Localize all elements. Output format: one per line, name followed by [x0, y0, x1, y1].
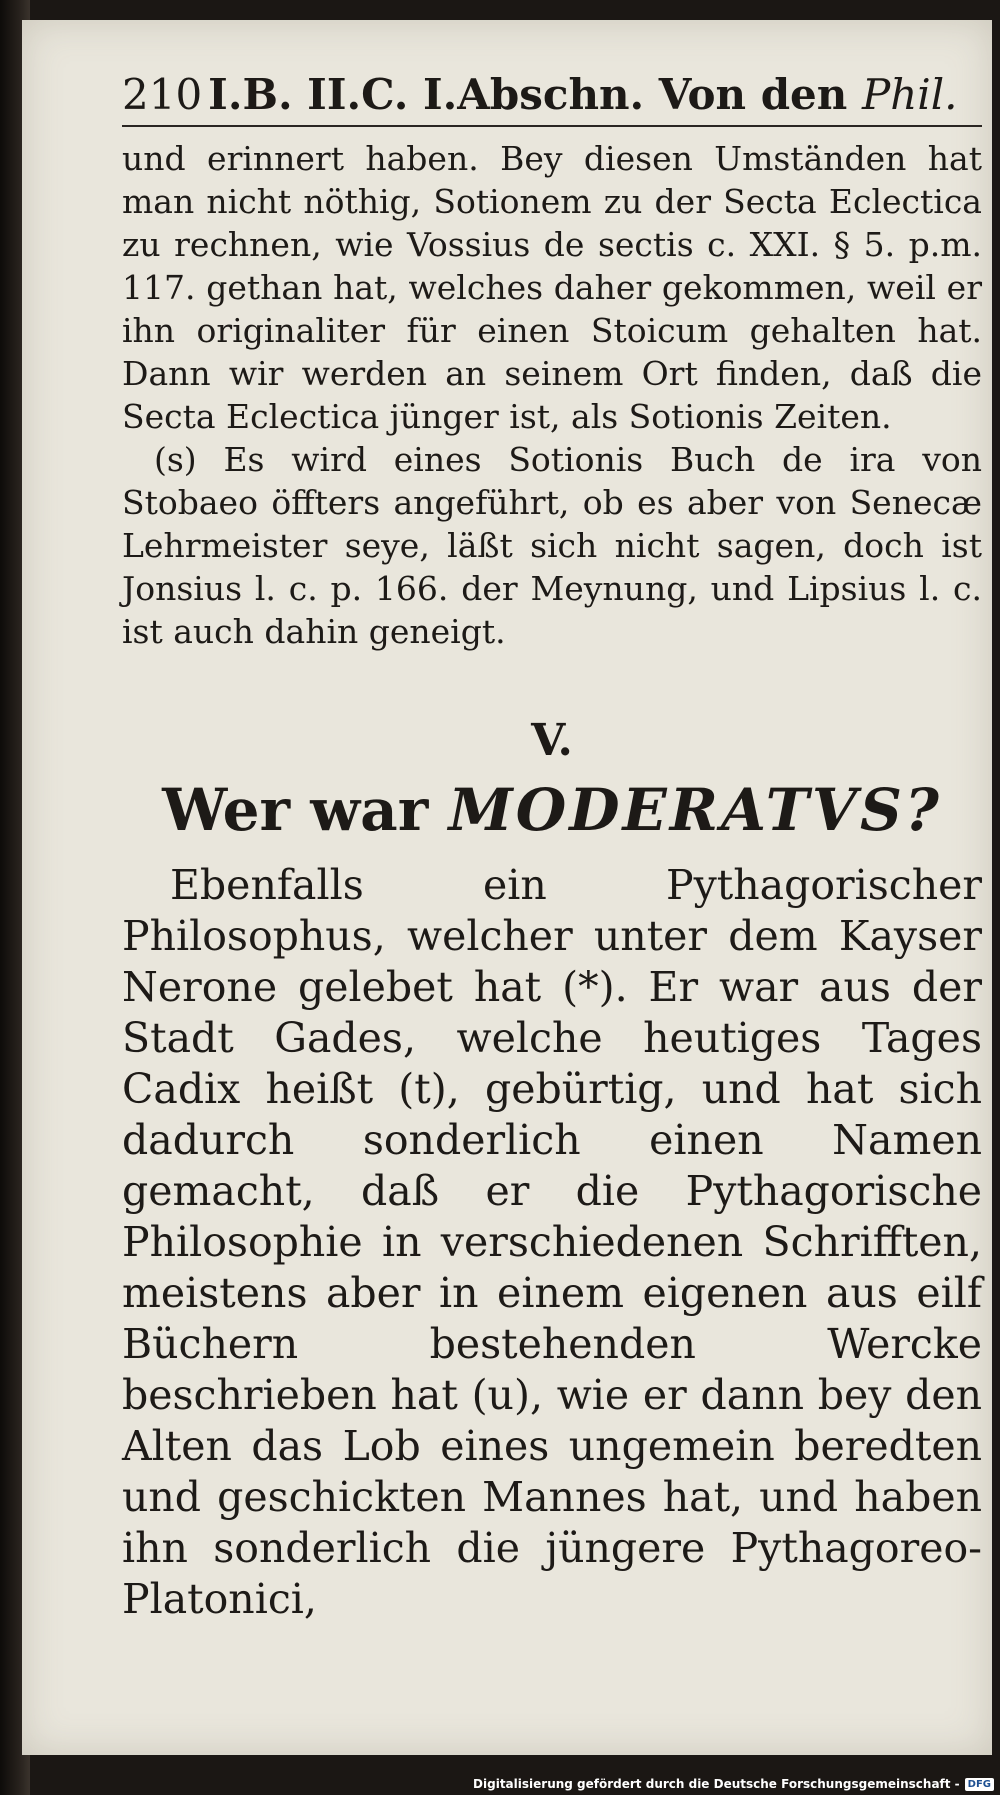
running-title-short: Phil.	[861, 70, 958, 119]
digitization-credit	[473, 1777, 994, 1791]
page-number: 210	[122, 70, 203, 119]
main-paragraph: Ebenfalls ein Pythagorischer Philosophus, welcher unter dem Kayser Nerone gelebet hat (*). Er war aus der Stadt Gades, welche heutiges Tages Cadix heißt (t), gebürtig, und hat sich dadurch sonderlich einen Namen gemacht, daß er die Pythagorische Philosophie in verschiedenen Schrifften, meistens aber in einem eigenen aus eilf Büchern bestehenden Wercke beschrieben hat (u), wie er dann bey den Alten das Lob eines ungemein beredten und geschickten Mannes hat, und haben ihn sonderlich die jüngere Pythagoreo-Platonici,	[122, 861, 982, 1623]
running-header	[122, 70, 982, 127]
section-numeral: V.	[531, 715, 573, 766]
book-page	[22, 20, 992, 1755]
credit-text: Digitalisierung gefördert durch die Deutsche Forschungsgemeinschaft -	[473, 1777, 960, 1791]
section-title-name: MODERATVS?	[448, 776, 942, 844]
footnote-s: (s) Es wird eines Sotionis Buch de ira von Stobaeo öffters angeführt, ob es aber von Senecæ Lehrmeister seye, läßt sich nicht sagen, doch ist Jonsius l. c. p. 166. der Meynung, und Lipsius l. c. ist auch dahin geneigt.	[122, 440, 982, 651]
page-content	[122, 70, 982, 1625]
section-title-prefix: Wer war	[162, 776, 429, 844]
dfg-logo: DFG	[965, 1778, 994, 1791]
running-title: I.B. II.C. I.Abschn. Von den	[208, 70, 848, 119]
main-text	[122, 860, 982, 1625]
section-title	[122, 776, 982, 844]
footnote-block	[122, 137, 982, 653]
footnote-paragraph: und erinnert haben. Bey diesen Umständen hat man nicht nöthig, Sotionem zu der Secta Eclectica zu rechnen, wie Vossius de sectis c. XXI. § 5. p.m. 117. gethan hat, welches daher gekommen, weil er ihn originaliter für einen Stoicum gehalten hat. Dann wir werden an seinem Ort finden, daß die Secta Eclectica jünger ist, als Sotionis Zeiten.	[122, 139, 982, 436]
